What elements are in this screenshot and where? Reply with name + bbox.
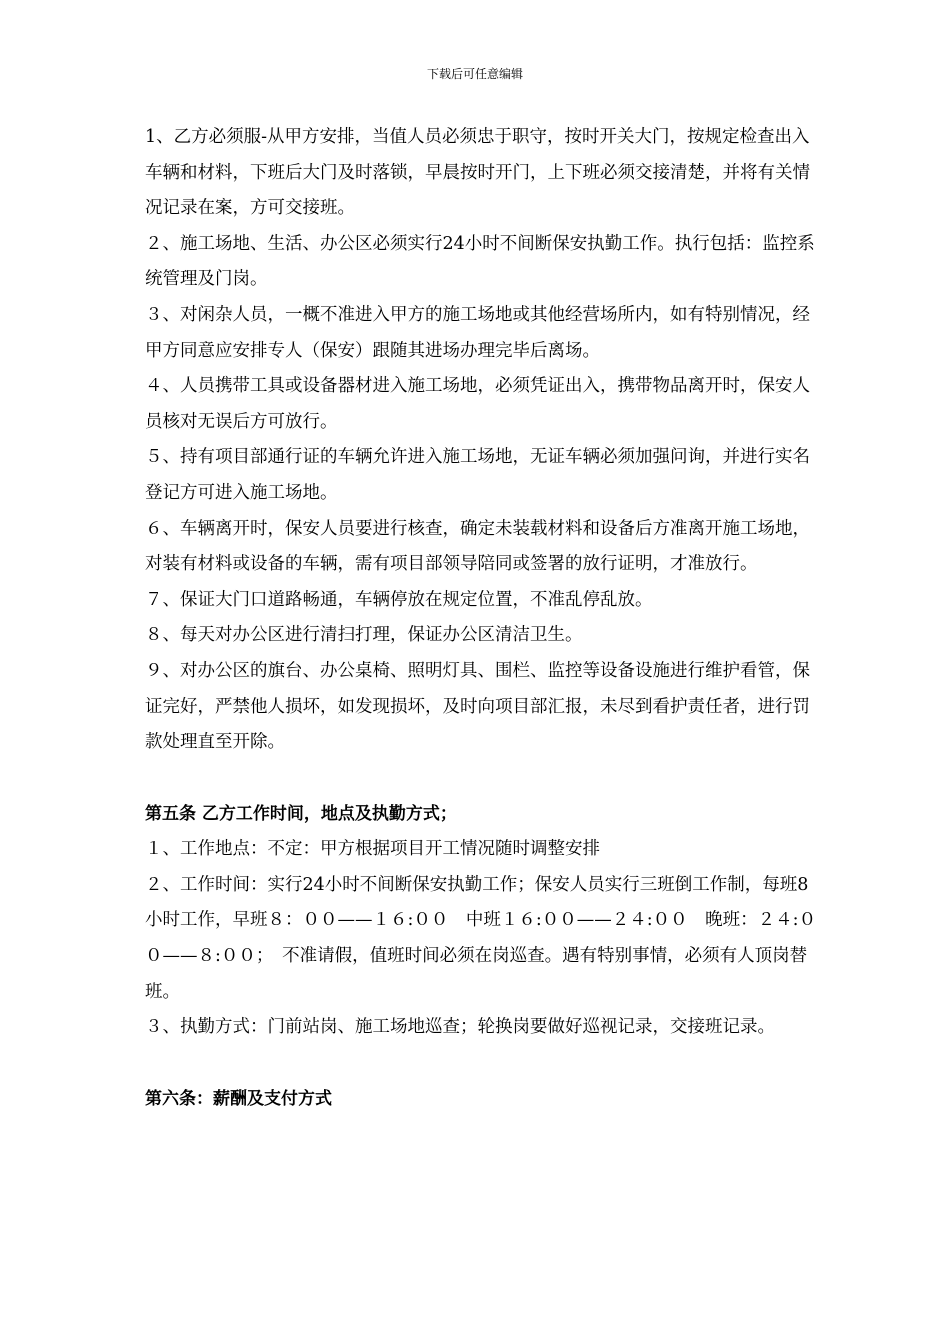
page-header-note: 下载后可任意编辑 (426, 67, 523, 81)
article-5-clause-2: ２、工作时间：实行24小时不间断保安执勤工作；保安人员实行三班倒工作制，每班8小时工作，早班８：００——１６:００ 中班１６:００——２４:００ 晚班：２４:００——８:００； 不准请假，值班时间必须在岗巡查。遇有特别事情，必须有人顶岗替班。 (145, 874, 817, 1002)
clause-6: ６、车辆离开时，保安人员要进行核查，确定未装载材料和设备后方准离开施工场地，对装有材料或设备的车辆，需有项目部领导陪同或签署的放行证明，才准放行。 (145, 518, 810, 575)
article-5-clause-3: ３、执勤方式：门前站岗、施工场地巡查；轮换岗要做好巡视记录，交接班记录。 (145, 1017, 775, 1038)
clause-2: ２、施工场地、生活、办公区必须实行24小时不间断保安执勤工作。执行包括：监控系统管理及门岗。 (145, 233, 815, 290)
article-5-clause-1: １、工作地点：不定：甲方根据项目开工情况随时调整安排 (145, 839, 600, 860)
clause-1: 1、乙方必须服-从甲方安排，当值人员必须忠于职守，按时开关大门，按规定检查出入车辆和材料，下班后大门及时落锁，早晨按时开门，上下班必须交接清楚，并将有关情况记录在案，方可交接班。 (145, 127, 810, 219)
article-5-title: 第五条 乙方工作时间，地点及执勤方式； (145, 803, 457, 824)
clause-4: ４、人员携带工具或设备器材进入施工场地，必须凭证出入，携带物品离开时，保安人员核对无误后方可放行。 (145, 376, 810, 432)
clause-3: ３、对闲杂人员，一概不准进入甲方的施工场地或其他经营场所内，如有特别情况，经甲方同意应安排专人（保安）跟随其进场办理完毕后离场。 (145, 304, 810, 361)
article-5 (145, 797, 825, 1046)
article-4-items (145, 120, 825, 761)
clause-7: ７、保证大门口道路畅通，车辆停放在规定位置，不准乱停乱放。 (145, 589, 653, 610)
article-6 (145, 1082, 825, 1118)
document-body (145, 120, 825, 1117)
section-spacer (145, 761, 825, 797)
article-6-title: 第六条：薪酬及支付方式 (145, 1088, 332, 1109)
clause-5: ５、持有项目部通行证的车辆允许进入施工场地，无证车辆必须加强问询，并进行实名登记方可进入施工场地。 (145, 447, 810, 503)
section-spacer (145, 1046, 825, 1082)
clause-8: ８、每天对办公区进行清扫打理，保证办公区清洁卫生。 (145, 625, 583, 646)
clause-9: ９、对办公区的旗台、办公桌椅、照明灯具、围栏、监控等设备设施进行维护看管，保证完好，严禁他人损坏，如发现损坏，及时向项目部汇报，未尽到看护责任者，进行罚款处理直至开除。 (145, 660, 810, 753)
